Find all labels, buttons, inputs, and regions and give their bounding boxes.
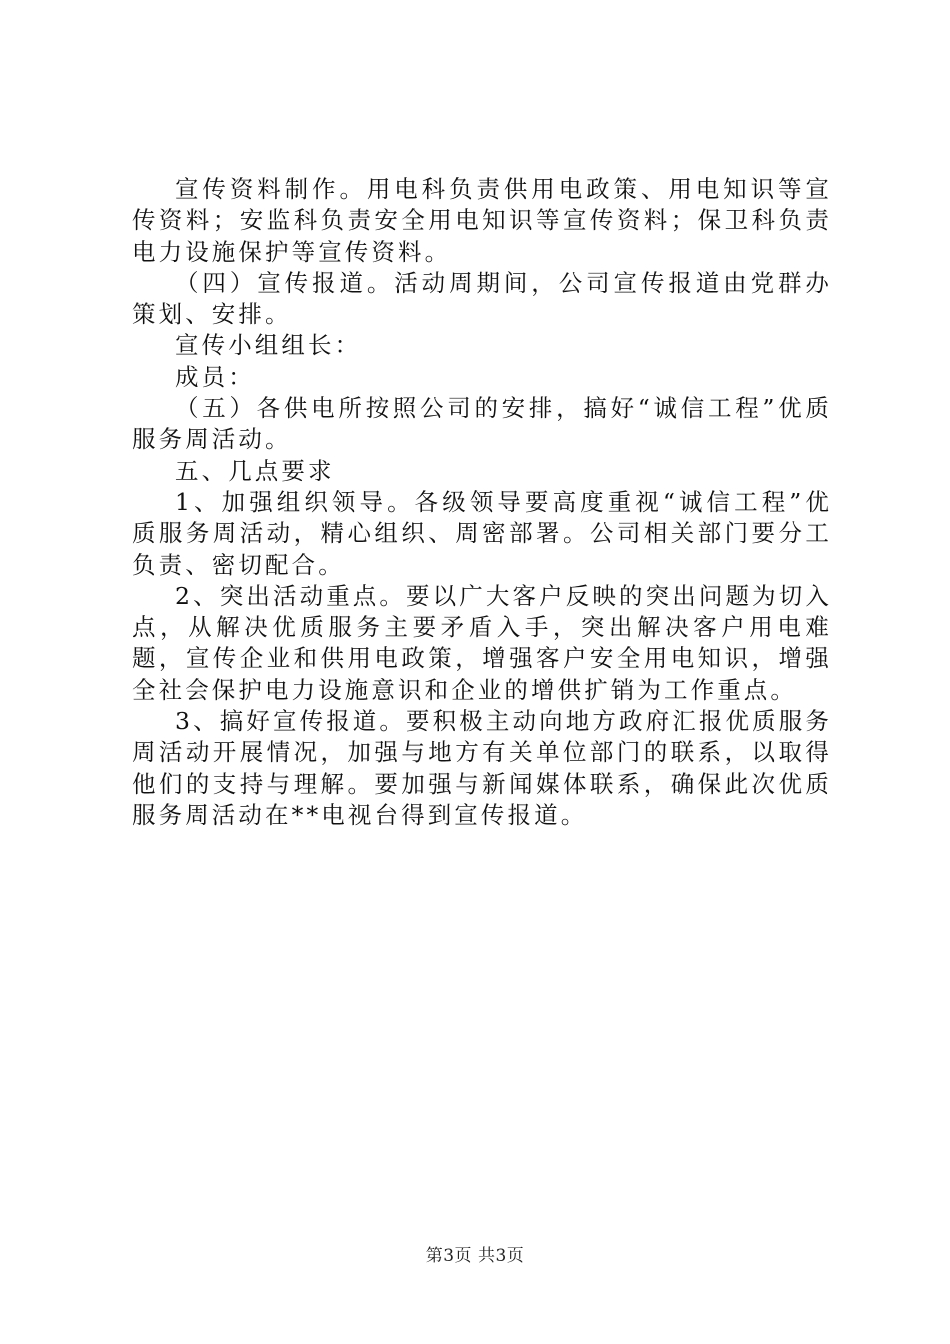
paragraph-requirement-2: 2、突出活动重点。要以广大客户反映的突出问题为切入点，从解决优质服务主要矛盾入手，突出解决客户用电难题，宣传企业和供用电政策，增强客户安全用电知识，增强全社会保护电力设施意识和企业的增供扩销为工作重点。 xyxy=(132,581,832,704)
document-body xyxy=(132,174,832,831)
paragraph-requirement-1: 1、加强组织领导。各级领导要高度重视“诚信工程”优质服务周活动，精心组织、周密部署。公司相关部门要分工负责、密切配合。 xyxy=(132,487,832,579)
paragraph-requirement-3: 3、搞好宣传报道。要积极主动向地方政府汇报优质服务周活动开展情况，加强与地方有关单位部门的联系，以取得他们的支持与理解。要加强与新闻媒体联系，确保此次优质服务周活动在**电视台得到宣传报道。 xyxy=(132,707,832,829)
paragraph-group-leader: 宣传小组组长： xyxy=(175,331,362,360)
paragraph-power-stations: （五）各供电所按照公司的安排，搞好“诚信工程”优质服务周活动。 xyxy=(132,394,832,454)
paragraph-publicity-reports: （四）宣传报道。活动周期间，公司宣传报道由党群办策划、安排。 xyxy=(132,268,832,329)
page-number-footer: 第3页 共3页 xyxy=(425,1246,525,1266)
paragraph-publicity-materials: 宣传资料制作。用电科负责供用电政策、用电知识等宣传资料；安监科负责安全用电知识等宣传资料；保卫科负责电力设施保护等宣传资料。 xyxy=(132,175,832,266)
paragraph-members: 成员： xyxy=(175,362,255,391)
section-heading-requirements: 五、几点要求 xyxy=(175,456,335,485)
